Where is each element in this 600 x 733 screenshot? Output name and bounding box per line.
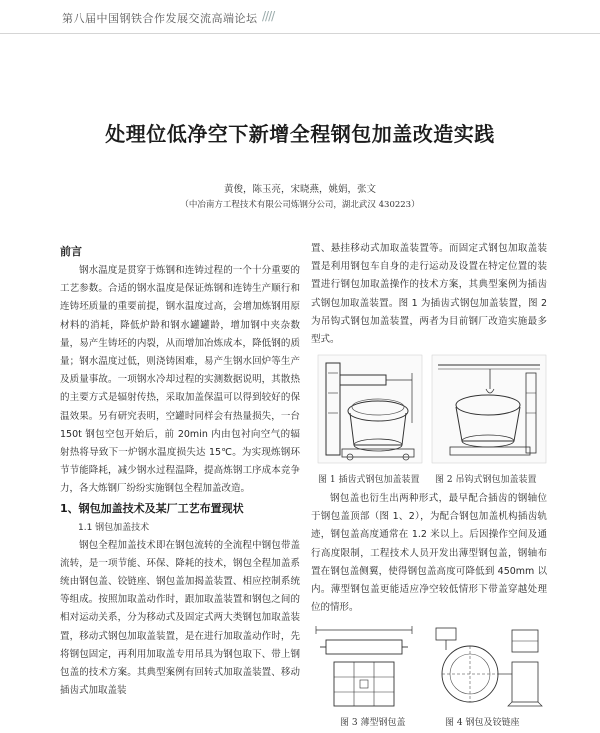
paragraph-thin-cover: 钢包盖也衍生出两种形式，最早配合插齿的钢轴位于钢包盖顶部（图 1、2），为配合钢包加盖机构插齿轨迹，钢包盖高度通常在 1.2 米以上。后因操作空间及通行高度限制，工程技术人员开发出薄型钢包盖，钢轴布置在钢包盖侧翼，使得钢包盖高度可降低到 450mm 以内。薄型钢包盖更能适应净空较低情形下带盖穿越处理位的情形。 [311, 493, 547, 614]
left-column [60, 242, 300, 700]
heading-foreword: 前言 [60, 245, 82, 258]
right-column-middle [311, 490, 547, 617]
conference-title: 第八届中国钢铁合作发展交流高端论坛 [62, 12, 258, 25]
header-rule [0, 33, 600, 34]
affiliation: （中冶南方工程技术有限公司炼钢分公司，湖北武汉 430223） [180, 200, 420, 210]
heading-section-1-1: 1.1 钢包加盖技术 [78, 522, 150, 533]
figure-1-image [316, 353, 424, 465]
paragraph-fixed-devices: 置、悬挂移动式加取盖装置等。而固定式钢包加取盖装置是利用钢包车自身的走行运动及设置在特定位置的装置进行钢包加取盖操作的技术方案，其典型案例为插齿式钢包加取盖装置。图 1 为插齿式钢包加盖装置，图 2 为吊钩式钢包加盖装置，两者为目前钢厂改造实施最多型式。 [311, 243, 547, 346]
figure-4-image [428, 622, 546, 710]
paragraph-ladle-cover-tech: 钢包全程加盖技术即在钢包流转的全流程中钢包带盖流转，是一项节能、环保、降耗的技术，钢包全程加盖系统由钢包盖、铰链座、钢包盖加揭盖装置、相应控制系统等组成。按照加取盖动作时，跟加取盖装置和钢包之间的相对运动关系，分为移动式及固定式两大类钢包加取盖装置，移动式钢包加取盖装置，是在进行加取盖动作时，先将钢包固定，再利用加取盖专用吊具为钢包取下、带上钢包盖的技术方案。其典型案例有回转式加取盖装置、移动插齿式加取盖装 [60, 539, 300, 697]
figure-1-drawing [316, 353, 424, 465]
heading-section-1: 1、钢包加盖技术及某厂工艺布置现状 [60, 501, 244, 515]
figure-1-caption: 图 1 插齿式钢包加盖装置 [318, 475, 420, 485]
figure-4-drawing [428, 622, 546, 710]
paragraph-foreword: 钢水温度是贯穿于炼钢和连铸过程的一个十分重要的工艺参数。合适的钢水温度是保证炼钢和连铸生产顺行和连铸坯质量的重要前提，钢水温度过高，会增加炼钢用原材料的消耗，降低炉龄和钢水罐罐龄，增加钢中夹杂数量，易产生铸坯的内裂，从而增加冶炼成本，降低钢的质量；钢水温度过低，则浇铸困难，易产生钢水回炉等生产及质量事故。一项钢水冷却过程的实测数据说明，其散热的主要方式是辐射传热，采取加盖保温可以得到较好的保温效果。另有研究表明，空罐时同样会有热量损失，一台 150t 钢包空包开始后，前 20min 内由包衬向空气的辐射热将导致下一炉钢水温度损失达 15℃。为实现炼钢环节节能降耗，减少钢水过程温降，提高炼钢工序成本竞争力，各大炼钢厂纷纷实施钢包全程加盖改造。 [60, 265, 300, 495]
figure-2-caption: 图 2 吊钩式钢包加盖装置 [435, 475, 537, 485]
right-column-top [311, 240, 547, 349]
figure-3-image [312, 622, 416, 710]
page-header [0, 0, 600, 40]
author-list: 黄俊，陈玉亮，宋晓燕，姚娟，张文 [223, 184, 376, 195]
figure-4-caption: 图 4 钢包及铰链座 [445, 718, 520, 728]
figure-2-drawing [430, 353, 548, 465]
header-decoration: //// [262, 9, 275, 23]
figure-3-drawing [312, 622, 416, 710]
figure-2-image [430, 353, 548, 465]
figure-3-caption: 图 3 薄型钢包盖 [340, 718, 406, 728]
paper-title: 处理位低净空下新增全程钢包加盖改造实践 [105, 122, 495, 146]
